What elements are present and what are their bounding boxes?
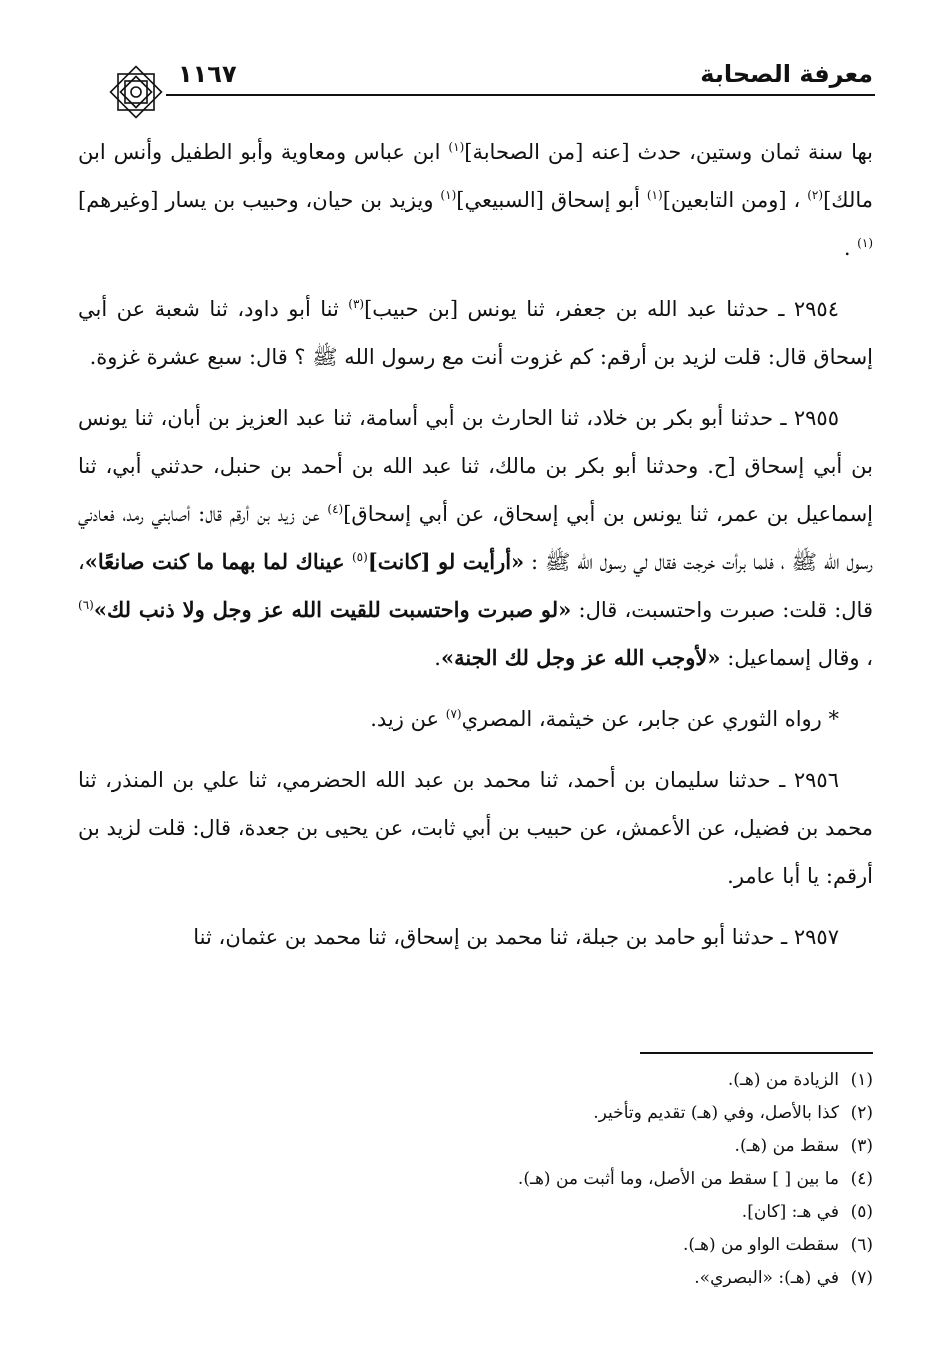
text-run: ابن عباس ومعاوية وأبو الطفيل وأنس ابن مالك] <box>78 140 873 212</box>
text-run: ٢٩٥٧ ـ حدثنا أبو حامد بن جبلة، ثنا محمد بن إسحاق، ثنا محمد بن عثمان، ثنا <box>193 925 839 949</box>
header-rule <box>166 94 875 96</box>
footnote-item <box>300 1097 873 1130</box>
running-title: معرفة الصحابة <box>700 60 873 88</box>
footnote-item <box>300 1229 873 1262</box>
footnote-number: (٥) <box>850 1202 873 1222</box>
text-run: * رواه الثوري عن جابر، عن خيثمة، المصري <box>461 707 839 731</box>
paragraph <box>78 695 873 743</box>
footnote-text: سقط من (هـ). <box>734 1136 839 1156</box>
text-run: عن زيد. <box>370 707 446 731</box>
text-run: ٢٩٥٤ ـ حدثنا عبد الله بن جعفر، ثنا يونس [بن حبيب] <box>364 297 839 321</box>
footnotes-list <box>300 1064 873 1295</box>
footnote-marker: (١) <box>646 188 663 202</box>
bold-quote: عيناك لما بهما ما كنت صانعًا» <box>84 549 352 574</box>
footnote-marker: (١) <box>448 140 465 154</box>
text-run: بها سنة ثمان وستين، حدث [عنه [من الصحابة] <box>464 140 873 164</box>
footnote-marker: (٤) <box>327 502 344 516</box>
text-run: . <box>434 646 441 670</box>
text-run: ، قال: قلت: صبرت واحتسبت، قال: <box>78 550 873 622</box>
paragraph <box>78 394 873 682</box>
main-text <box>78 128 873 974</box>
paragraph <box>78 128 873 272</box>
star-ornament-icon <box>106 62 166 122</box>
footnote-marker: (١) <box>440 188 457 202</box>
text-run: ٢٩٥٦ ـ حدثنا سليمان بن أحمد، ثنا محمد بن عبد الله الحضرمي، ثنا علي بن المنذر، ثنا محمد بن فضيل، عن الأعمش، عن حبيب بن أبي ثابت، عن يحيى بن جعدة، قال: قلت لزيد بن أرقم: يا أبا عامر. <box>78 768 873 888</box>
footnote-item <box>300 1130 873 1163</box>
footnote-text: ما بين [ ] سقط من الأصل، وما أثبت من (هـ). <box>517 1169 839 1189</box>
footnote-text: في هـ: [كان]. <box>741 1202 839 1222</box>
page-number: ١١٦٧ <box>178 60 237 88</box>
footnote-item <box>300 1064 873 1097</box>
paragraph <box>78 913 873 961</box>
footnote-item <box>300 1262 873 1295</box>
footnote-marker: (٦) <box>78 598 94 612</box>
text-run: عن زيد بن أرقم قال: أصابني رمد، فعادني رسول الله ﷺ ، فلما برأت خرجت فقال لي رسول الله ﷺ : <box>78 502 873 574</box>
footnote-text: كذا بالأصل، وفي (هـ) تقديم وتأخير. <box>593 1103 839 1123</box>
footnote-number: (٤) <box>850 1169 873 1189</box>
footnote-separator <box>640 1052 873 1054</box>
footnote-item <box>300 1196 873 1229</box>
footnote-text: سقطت الواو من (هـ). <box>683 1235 839 1255</box>
paragraph <box>78 285 873 381</box>
bold-quote: «لو صبرت واحتسبت للقيت الله عز وجل ولا ذنب لك» <box>93 597 572 622</box>
footnote-marker: (٣) <box>348 297 365 311</box>
bold-quote: «لأوجب الله عز وجل لك الجنة» <box>440 645 721 670</box>
text-run: ، [ومن التابعين] <box>662 188 808 212</box>
footnote-marker: (٢) <box>807 188 824 202</box>
text-run: ، وقال إسماعيل: <box>720 646 873 670</box>
footnote-text: في (هـ): «البصري». <box>694 1268 839 1288</box>
text-run: . <box>843 236 858 260</box>
footnote-item <box>300 1163 873 1196</box>
footnote-number: (٢) <box>850 1103 873 1123</box>
footnote-marker: (٧) <box>445 707 462 721</box>
footnote-text: الزيادة من (هـ). <box>727 1070 839 1090</box>
paragraph <box>78 756 873 900</box>
bold-quote: «أرأيت لو [كانت] <box>367 549 525 574</box>
footnote-number: (٣) <box>850 1136 873 1156</box>
text-run: ٢٩٥٥ ـ حدثنا أبو بكر بن خلاد، ثنا الحارث بن أبي أسامة، ثنا عبد العزيز بن أبان، ثنا يونس بن أبي إسحاق [ح. وحدثنا أبو بكر بن مالك، ثنا عبد الله بن أحمد بن حنبل، حدثني أبي، ثنا إسماعيل بن عمر، ثنا يونس بن أبي إسحاق، عن أبي إسحاق] <box>78 406 873 526</box>
footnote-marker: (١) <box>857 236 873 250</box>
footnote-number: (٦) <box>850 1235 873 1255</box>
footnote-number: (١) <box>850 1070 873 1090</box>
text-run: أبو إسحاق [السبيعي] <box>456 188 647 212</box>
text-run: ثنا أبو داود، ثنا شعبة عن أبي إسحاق قال: قلت لزيد بن أرقم: كم غزوت أنت مع رسول الله ﷺ ؟ قال: سبع عشرة غزوة. <box>78 297 873 369</box>
footnote-marker: (٥) <box>351 550 368 564</box>
text-run: ويزيد بن حيان، وحبيب بن يسار [وغيرهم] <box>78 188 441 212</box>
footnote-number: (٧) <box>850 1268 873 1288</box>
